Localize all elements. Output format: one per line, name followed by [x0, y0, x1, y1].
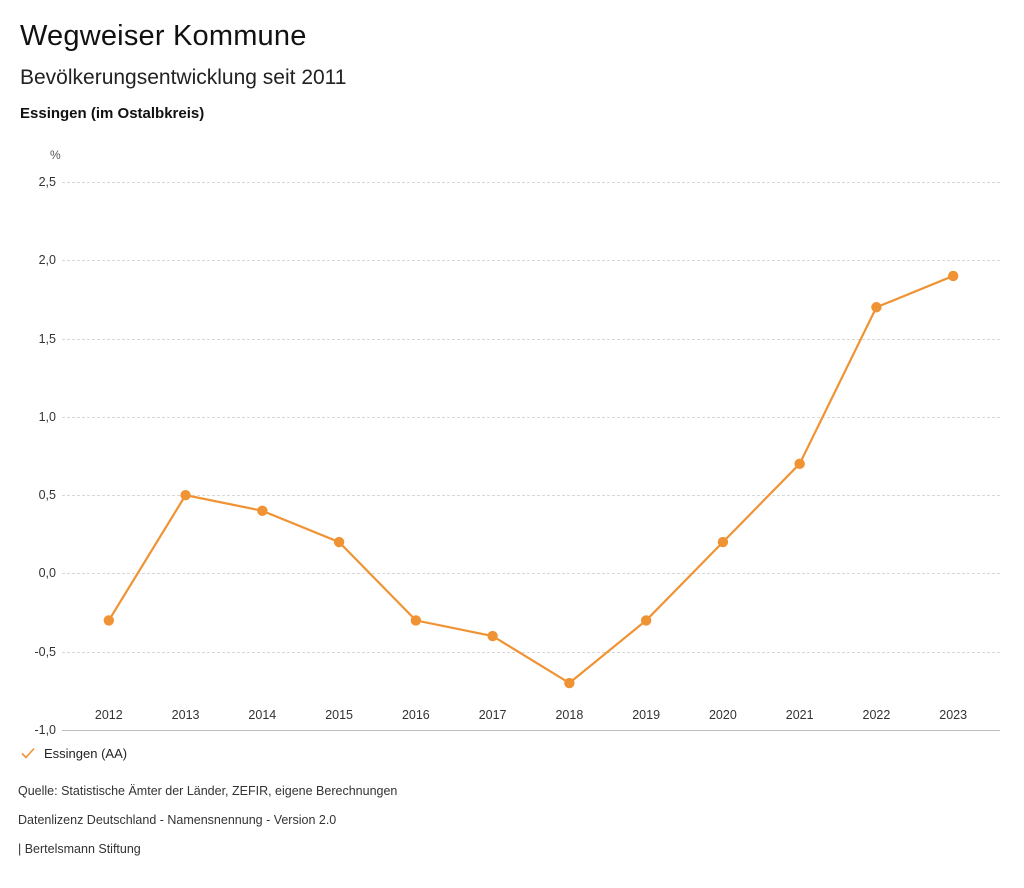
data-point[interactable]: [564, 678, 574, 688]
data-point[interactable]: [487, 631, 497, 641]
page-subtitle: Bevölkerungsentwicklung seit 2011: [20, 66, 347, 89]
x-axis-tick-label: 2016: [401, 708, 430, 722]
data-point[interactable]: [180, 490, 190, 500]
y-axis-tick-label: -1,0: [34, 723, 56, 737]
data-point[interactable]: [104, 615, 114, 625]
data-point[interactable]: [257, 506, 267, 516]
legend-item-essingen[interactable]: [20, 745, 127, 761]
x-axis-tick-label: 2013: [171, 708, 200, 722]
x-axis-tick-label: 2021: [785, 708, 814, 722]
plot-area: [62, 182, 1000, 730]
y-axis-tick-label: 1,0: [38, 409, 56, 424]
data-point[interactable]: [641, 615, 651, 625]
region-label: Essingen (im Ostalbkreis): [20, 105, 205, 122]
data-point[interactable]: [718, 537, 728, 547]
data-point[interactable]: [794, 459, 804, 469]
x-axis-labels: [62, 706, 1000, 730]
x-axis-line: [62, 730, 1000, 731]
legend-label: Essingen (AA): [44, 745, 128, 761]
x-axis-tick-label: 2023: [939, 708, 968, 722]
footnotes: [18, 784, 818, 871]
y-axis-tick-label: 0,0: [38, 566, 56, 581]
x-axis-tick-label: 2014: [248, 708, 277, 722]
footnote-publisher: | Bertelsmann Stiftung: [18, 842, 141, 856]
data-point[interactable]: [411, 615, 421, 625]
data-point[interactable]: [871, 302, 881, 312]
chart-container: [0, 140, 1024, 737]
x-axis-tick-label: 2022: [862, 708, 891, 722]
x-axis-tick-label: 2020: [708, 708, 737, 722]
y-axis-tick-label: 2,0: [38, 253, 56, 268]
x-axis-tick-label: 2019: [632, 708, 661, 722]
footnote-source: Quelle: Statistische Ämter der Länder, ZEFIR, eigene Berechnungen: [18, 784, 398, 798]
series-essingen: [62, 182, 1000, 730]
x-axis-tick-label: 2015: [325, 708, 353, 722]
y-axis-tick-label: 1,5: [38, 331, 56, 346]
check-icon: [20, 745, 36, 761]
data-point[interactable]: [334, 537, 344, 547]
x-axis-tick-label: 2018: [555, 708, 584, 722]
y-axis-labels: [0, 175, 56, 737]
data-point[interactable]: [948, 271, 958, 281]
x-axis-tick-label: 2012: [94, 708, 123, 722]
x-axis-tick-label: 2017: [478, 708, 507, 722]
y-axis-tick-label: -0,5: [34, 644, 56, 659]
y-axis-tick-label: 0,5: [38, 488, 56, 503]
page-title: Wegweiser Kommune: [20, 20, 307, 52]
footnote-license: Datenlizenz Deutschland - Namensnennung - Version 2.0: [18, 813, 337, 827]
series-line: [109, 276, 953, 683]
y-axis-unit: %: [50, 148, 61, 162]
y-axis-tick-label: 2,5: [38, 175, 56, 189]
